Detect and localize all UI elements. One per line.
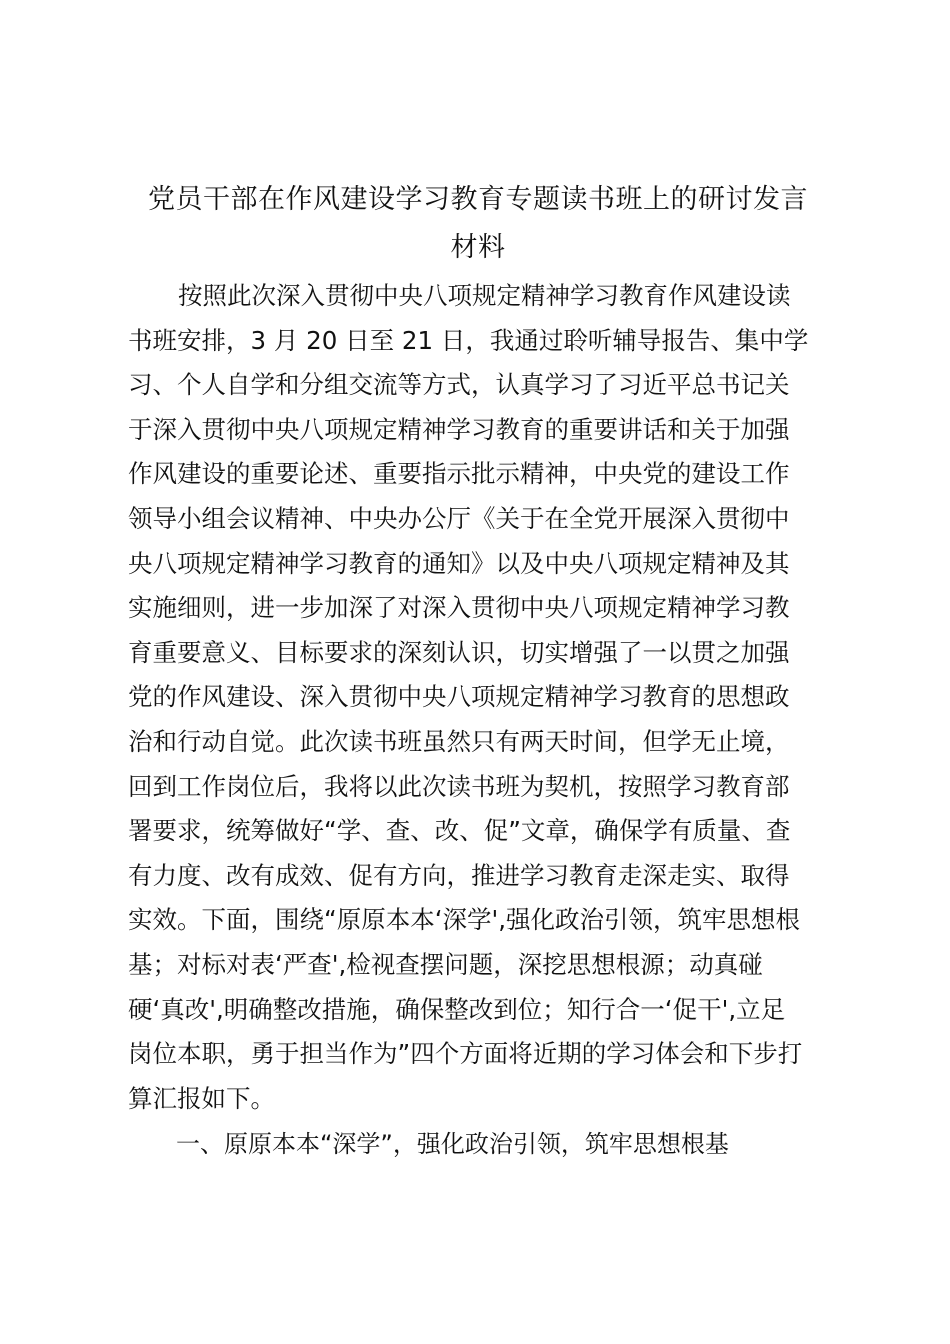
paragraph-line: 实施细则，进一步加深了对深入贯彻中央八项规定精神学习教	[128, 593, 790, 623]
paragraph-line: 习、个人自学和分组交流等方式，认真学习了习近平总书记关	[128, 370, 790, 400]
paragraph-line: 党的作风建设、深入贯彻中央八项规定精神学习教育的思想政	[128, 682, 790, 712]
section-heading: 一、原原本本“深学”，强化政治引领，筑牢思想根基	[176, 1130, 729, 1158]
paragraph-line: 领导小组会议精神、中央办公厅《关于在全党开展深入贯彻中	[128, 503, 790, 533]
document-title	[128, 176, 828, 272]
paragraph-line: 实效。下面，围绕“原原本本‘深学',强化政治引领，筑牢思想根	[128, 905, 801, 935]
paragraph-line: 基；对标对表‘严查',检视查摆问题，深挖思想根源；动真碰	[128, 949, 763, 979]
paragraph-line: 岗位本职，勇于担当作为”四个方面将近期的学习体会和下步打	[128, 1039, 803, 1069]
paragraph-line: 硬‘真改',明确整改措施，确保整改到位；知行合一‘促干',立足	[128, 994, 786, 1024]
paragraph-line: 回到工作岗位后，我将以此次读书班为契机，按照学习教育部	[128, 771, 790, 801]
paragraph-line: 央八项规定精神学习教育的通知》以及中央八项规定精神及其	[128, 548, 790, 578]
body-paragraph	[128, 274, 834, 1121]
paragraph-line: 治和行动自觉。此次读书班虽然只有两天时间，但学无止境，	[128, 726, 790, 756]
paragraph-line: 署要求，统筹做好“学、查、改、促”文章，确保学有质量、查	[128, 816, 791, 846]
paragraph-line: 书班安排，3 月 20 日至 21 日，我通过聆听辅导报告、集中学	[128, 325, 809, 355]
paragraph-line: 育重要意义、目标要求的深刻认识，切实增强了一以贯之加强	[128, 637, 790, 667]
paragraph-line: 作风建设的重要论述、重要指示批示精神，中央党的建设工作	[128, 459, 790, 489]
paragraph-line: 按照此次深入贯彻中央八项规定精神学习教育作风建设读	[178, 281, 791, 310]
title-line: 党员干部在作风建设学习教育专题读书班上的研讨发言	[148, 184, 808, 215]
paragraph-line: 算汇报如下。	[128, 1083, 275, 1113]
paragraph-line: 于深入贯彻中央八项规定精神学习教育的重要讲话和关于加强	[128, 414, 790, 444]
paragraph-line: 有力度、改有成效、促有方向，推进学习教育走深走实、取得	[128, 860, 790, 890]
title-line: 材料	[450, 232, 506, 263]
